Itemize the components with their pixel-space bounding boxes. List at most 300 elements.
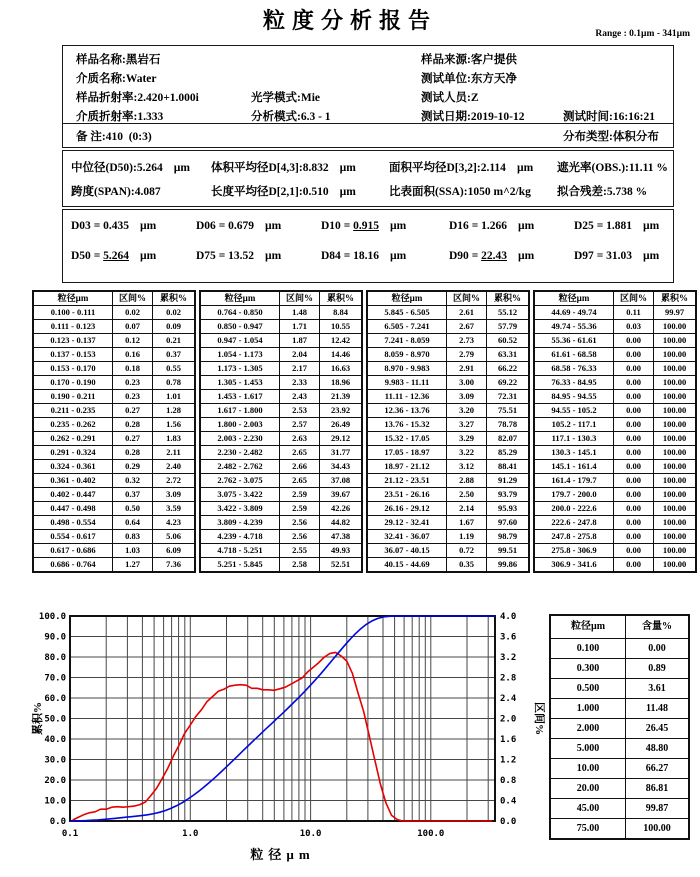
cumulative-pct-cell: 0.37 [153, 348, 196, 362]
table-header-row [534, 291, 696, 306]
interval-pct-cell: 0.02 [113, 306, 153, 320]
table-row [200, 474, 362, 488]
metric-5 [71, 183, 161, 199]
interval-pct-cell: 2.33 [280, 376, 320, 390]
table-row [534, 376, 696, 390]
info-test-date [421, 108, 525, 124]
info-analysis-mode [251, 108, 331, 124]
metric-1 [71, 159, 190, 175]
table-row [534, 516, 696, 530]
info-label: 备 注 : [76, 131, 106, 143]
dvalue-unit: µm [390, 220, 407, 232]
size-range-cell: 0.617 - 0.686 [33, 544, 113, 558]
size-range-cell: 76.33 - 84.95 [534, 376, 614, 390]
column-header: 累积% [320, 291, 363, 306]
table-row [367, 488, 529, 502]
interval-pct-cell: 3.09 [447, 390, 487, 404]
size-range-cell: 0.361 - 0.402 [33, 474, 113, 488]
cumulative-pct-cell: 47.38 [320, 530, 363, 544]
size-range-cell: 4.718 - 5.251 [200, 544, 280, 558]
size-range-cell: 1.800 - 2.003 [200, 418, 280, 432]
info-label: 测试单位 : [421, 73, 471, 85]
cumulative-pct-cell: 99.86 [487, 558, 530, 573]
interval-pct-cell: 0.35 [447, 558, 487, 573]
cumulative-pct-cell: 34.43 [320, 460, 363, 474]
interval-pct-cell: 0.12 [113, 334, 153, 348]
distribution-table-group-4 [533, 290, 697, 573]
d-values-panel [62, 209, 674, 283]
interval-pct-cell: 0.16 [113, 348, 153, 362]
info-value: 410 (0:3) [105, 131, 152, 143]
cumulative-pct-cell: 91.29 [487, 474, 530, 488]
table-row [33, 488, 195, 502]
content-summary-table [549, 614, 690, 840]
table-row [33, 362, 195, 376]
size-range-cell: 94.55 - 105.2 [534, 404, 614, 418]
size-cell: 0.100 [550, 639, 626, 659]
cumulative-pct-cell: 100.00 [654, 516, 697, 530]
table-row [33, 306, 195, 320]
cumulative-pct-cell: 12.42 [320, 334, 363, 348]
interval-pct-cell: 0.11 [614, 306, 654, 320]
size-range-cell: 275.8 - 306.9 [534, 544, 614, 558]
info-value: Mie [300, 92, 320, 104]
table-row [33, 390, 195, 404]
interval-pct-cell: 0.64 [113, 516, 153, 530]
table-row [534, 502, 696, 516]
y-left-tick-label: 30.0 [44, 755, 66, 766]
table-row [550, 799, 689, 819]
size-range-cell: 2.230 - 2.482 [200, 446, 280, 460]
interval-pct-cell: 0.72 [447, 544, 487, 558]
size-range-cell: 8.970 - 9.983 [367, 362, 447, 376]
interval-pct-cell: 0.00 [614, 362, 654, 376]
size-cell: 10.00 [550, 759, 626, 779]
interval-pct-cell: 0.28 [113, 418, 153, 432]
size-range-cell: 23.51 - 26.16 [367, 488, 447, 502]
size-range-cell: 0.137 - 0.153 [33, 348, 113, 362]
y-right-tick-label: 4.0 [500, 612, 517, 622]
content-pct-cell: 99.87 [626, 799, 690, 819]
dvalue-name: D50 = [71, 250, 103, 262]
x-tick-label: 100.0 [417, 829, 445, 839]
metric-7 [389, 183, 531, 199]
content-pct-cell: 11.48 [626, 699, 690, 719]
interval-pct-cell: 0.23 [113, 376, 153, 390]
table-row [200, 558, 362, 573]
table-row [367, 530, 529, 544]
cumulative-pct-cell: 69.22 [487, 376, 530, 390]
info-sample-name [76, 51, 160, 67]
content-pct-cell: 86.81 [626, 779, 690, 799]
interval-pct-cell: 0.28 [113, 446, 153, 460]
size-range-cell: 8.059 - 8.970 [367, 348, 447, 362]
size-range-cell: 2.003 - 2.230 [200, 432, 280, 446]
cumulative-pct-cell: 2.40 [153, 460, 196, 474]
size-range-cell: 306.9 - 341.6 [534, 558, 614, 573]
dvalue-unit: µm [518, 220, 535, 232]
y-left-tick-label: 70.0 [44, 673, 66, 684]
table-row [33, 334, 195, 348]
table-row [367, 390, 529, 404]
size-range-cell: 9.983 - 11.11 [367, 376, 447, 390]
y-left-tick-label: 90.0 [44, 632, 66, 643]
cumulative-pct-cell: 88.41 [487, 460, 530, 474]
table-row [534, 404, 696, 418]
metric-value: 5.264 [136, 162, 163, 174]
interval-pct-cell: 1.87 [280, 334, 320, 348]
table-row [534, 432, 696, 446]
interval-pct-cell: 2.59 [280, 488, 320, 502]
y-right-tick-label: 2.8 [500, 673, 517, 684]
size-range-cell: 222.6 - 247.8 [534, 516, 614, 530]
y-right-tick-label: 0.8 [500, 776, 517, 786]
info-test-time [563, 108, 655, 124]
info-label: 分析模式 : [251, 111, 301, 123]
interval-pct-cell: 3.12 [447, 460, 487, 474]
cumulative-pct-cell: 100.00 [654, 488, 697, 502]
table-row [367, 432, 529, 446]
table-row [534, 544, 696, 558]
metric-8 [557, 183, 647, 199]
size-range-cell: 130.3 - 145.1 [534, 446, 614, 460]
cumulative-pct-cell: 23.92 [320, 404, 363, 418]
table-row [367, 502, 529, 516]
table-row [534, 418, 696, 432]
cumulative-pct-cell: 100.00 [654, 558, 697, 573]
cumulative-pct-cell: 52.51 [320, 558, 363, 573]
content-pct-cell: 0.00 [626, 639, 690, 659]
cumulative-pct-cell: 82.07 [487, 432, 530, 446]
metric-label: 中位径(D50) : [71, 162, 137, 174]
table-row [33, 474, 195, 488]
table-row [200, 376, 362, 390]
cumulative-pct-cell: 0.09 [153, 320, 196, 334]
cumulative-pct-cell: 16.63 [320, 362, 363, 376]
cumulative-pct-cell: 100.00 [654, 446, 697, 460]
column-header: 粒径µm [550, 615, 626, 639]
interval-pct-cell: 2.17 [280, 362, 320, 376]
interval-pct-cell: 0.00 [614, 544, 654, 558]
metric-value: 0.510 [302, 186, 329, 198]
table-row [200, 390, 362, 404]
dvalue-d06 [196, 220, 281, 232]
interval-pct-cell: 2.55 [280, 544, 320, 558]
table-row [33, 432, 195, 446]
y-right-tick-label: 2.4 [500, 694, 517, 704]
cumulative-pct-cell: 31.77 [320, 446, 363, 460]
dvalue-d90 [449, 250, 534, 262]
table-row [33, 376, 195, 390]
info-label: 分布类型 : [563, 131, 613, 143]
info-label: 样品折射率 : [76, 92, 137, 104]
y-right-axis-label: 区间% [533, 702, 545, 735]
cumulative-pct-cell: 100.00 [654, 544, 697, 558]
cumulative-pct-cell: 99.97 [654, 306, 697, 320]
info-sample-ri [76, 89, 199, 105]
size-range-cell: 0.123 - 0.137 [33, 334, 113, 348]
table-row [367, 334, 529, 348]
interval-pct-cell: 2.79 [447, 348, 487, 362]
table-row [550, 679, 689, 699]
table-row [367, 446, 529, 460]
cumulative-pct-cell: 6.09 [153, 544, 196, 558]
table-row [367, 418, 529, 432]
size-range-cell: 0.498 - 0.554 [33, 516, 113, 530]
size-range-cell: 0.554 - 0.617 [33, 530, 113, 544]
size-range-cell: 0.850 - 0.947 [200, 320, 280, 334]
dvalue-d25 [574, 220, 659, 232]
size-cell: 2.000 [550, 719, 626, 739]
interval-pct-cell: 1.67 [447, 516, 487, 530]
content-pct-cell: 100.00 [626, 819, 690, 840]
table-row [200, 432, 362, 446]
size-range-cell: 0.111 - 0.123 [33, 320, 113, 334]
size-cell: 45.00 [550, 799, 626, 819]
size-range-cell: 2.482 - 2.762 [200, 460, 280, 474]
size-range-cell: 29.12 - 32.41 [367, 516, 447, 530]
interval-pct-cell: 0.00 [614, 530, 654, 544]
y-left-tick-label: 20.0 [44, 776, 66, 786]
size-range-cell: 3.809 - 4.239 [200, 516, 280, 530]
x-tick-label: 1.0 [182, 829, 199, 839]
dvalue-d16 [449, 220, 534, 232]
interval-pct-cell: 0.50 [113, 502, 153, 516]
report-title: 粒度分析报告 [262, 8, 437, 33]
cumulative-pct-cell: 100.00 [654, 348, 697, 362]
content-table [549, 614, 690, 840]
dvalue-d50 [71, 250, 156, 262]
dvalue-name: D84 = [321, 250, 353, 262]
column-header: 粒径µm [33, 291, 113, 306]
size-range-cell: 7.241 - 8.059 [367, 334, 447, 348]
size-range-cell: 40.15 - 44.69 [367, 558, 447, 573]
column-header: 粒径µm [534, 291, 614, 306]
size-cell: 1.000 [550, 699, 626, 719]
interval-pct-cell: 2.56 [280, 530, 320, 544]
size-range-cell: 26.16 - 29.12 [367, 502, 447, 516]
column-header: 累积% [153, 291, 196, 306]
table-row [200, 516, 362, 530]
cumulative-pct-cell: 78.78 [487, 418, 530, 432]
info-value: 16:16:21 [612, 111, 656, 123]
info-value: 客户提供 [470, 54, 517, 66]
table-row [200, 488, 362, 502]
interval-pct-cell: 2.58 [280, 558, 320, 573]
cumulative-pct-cell: 98.79 [487, 530, 530, 544]
x-axis-label: 粒径µm [250, 847, 315, 862]
metric-label: 遮光率(OBS.) : [557, 162, 629, 174]
dvalue-unit: µm [390, 250, 407, 262]
table-row [534, 306, 696, 320]
interval-pct-cell: 0.18 [113, 362, 153, 376]
table-header-row [200, 291, 362, 306]
dvalue-value: 22.43 [481, 250, 507, 262]
cumulative-pct-cell: 55.12 [487, 306, 530, 320]
info-medium-name [76, 70, 157, 86]
dvalue-d03 [71, 220, 156, 232]
interval-pct-cell: 0.00 [614, 418, 654, 432]
metric-value: 11.11 % [628, 162, 668, 174]
size-range-cell: 5.251 - 5.845 [200, 558, 280, 573]
dvalue-value: 1.266 [481, 220, 507, 232]
size-range-cell: 1.453 - 1.617 [200, 390, 280, 404]
cumulative-pct-cell: 100.00 [654, 530, 697, 544]
y-left-tick-label: 50.0 [44, 714, 66, 725]
size-range-cell: 32.41 - 36.07 [367, 530, 447, 544]
interval-pct-cell: 2.59 [280, 502, 320, 516]
x-tick-label: 10.0 [299, 829, 322, 839]
table-header-row [550, 615, 689, 639]
size-range-cell: 68.58 - 76.33 [534, 362, 614, 376]
cumulative-pct-cell: 29.12 [320, 432, 363, 446]
cumulative-pct-cell: 49.93 [320, 544, 363, 558]
info-test-org [421, 70, 517, 86]
interval-pct-cell: 0.29 [113, 460, 153, 474]
table-row [200, 334, 362, 348]
interval-pct-cell: 0.00 [614, 446, 654, 460]
interval-pct-cell: 2.91 [447, 362, 487, 376]
interval-pct-cell: 0.00 [614, 348, 654, 362]
cumulative-pct-cell: 1.56 [153, 418, 196, 432]
info-value: Water [125, 73, 157, 85]
y-left-tick-label: 60.0 [44, 694, 66, 704]
dvalue-unit: µm [140, 250, 157, 262]
cumulative-pct-cell: 1.28 [153, 404, 196, 418]
interval-pct-cell: 3.22 [447, 446, 487, 460]
size-range-cell: 0.402 - 0.447 [33, 488, 113, 502]
table-row [550, 739, 689, 759]
cumulative-pct-cell: 100.00 [654, 362, 697, 376]
size-range-cell: 6.505 - 7.241 [367, 320, 447, 334]
chart-svg [30, 606, 545, 872]
metric-label: 体积平均径D[4,3] : [211, 162, 303, 174]
interval-pct-cell: 0.83 [113, 530, 153, 544]
metric-2 [211, 159, 356, 175]
size-range-cell: 0.764 - 0.850 [200, 306, 280, 320]
dvalue-name: D10 = [321, 220, 353, 232]
cumulative-pct-cell: 2.11 [153, 446, 196, 460]
dvalue-unit: µm [643, 250, 660, 262]
column-header: 区间% [280, 291, 320, 306]
dvalue-d10 [321, 220, 406, 232]
dvalue-value: 0.679 [228, 220, 254, 232]
interval-pct-cell: 0.00 [614, 404, 654, 418]
interval-pct-cell: 0.00 [614, 432, 654, 446]
dvalue-unit: µm [518, 250, 535, 262]
table-row [33, 516, 195, 530]
size-range-cell: 18.97 - 21.12 [367, 460, 447, 474]
y-right-tick-label: 1.6 [500, 735, 517, 745]
cumulative-pct-cell: 100.00 [654, 418, 697, 432]
size-range-cell: 0.190 - 0.211 [33, 390, 113, 404]
table-row [550, 819, 689, 840]
info-label: 介质名称 : [76, 73, 126, 85]
table-row [33, 348, 195, 362]
y-left-tick-label: 40.0 [44, 735, 66, 745]
size-range-cell: 1.173 - 1.305 [200, 362, 280, 376]
metric-value: 4.087 [134, 186, 161, 198]
interval-pct-cell: 0.00 [614, 488, 654, 502]
dvalue-value: 0.435 [103, 220, 129, 232]
metric-unit: µm [516, 162, 534, 174]
y-right-tick-label: 0.0 [500, 817, 517, 827]
info-remark [76, 128, 152, 144]
cumulative-pct-cell: 8.84 [320, 306, 363, 320]
cumulative-pct-cell: 99.51 [487, 544, 530, 558]
interval-pct-cell: 2.43 [280, 390, 320, 404]
cumulative-pct-cell: 57.79 [487, 320, 530, 334]
distribution-table [32, 290, 697, 573]
cumulative-pct-cell: 3.09 [153, 488, 196, 502]
size-range-cell: 3.422 - 3.809 [200, 502, 280, 516]
interval-pct-cell: 1.19 [447, 530, 487, 544]
table-row [33, 418, 195, 432]
table-header-row [367, 291, 529, 306]
size-range-cell: 0.947 - 1.054 [200, 334, 280, 348]
size-range-cell: 12.36 - 13.76 [367, 404, 447, 418]
interval-pct-cell: 0.27 [113, 404, 153, 418]
interval-pct-cell: 0.37 [113, 488, 153, 502]
info-value: 黑岩石 [125, 54, 161, 66]
interval-pct-cell: 2.88 [447, 474, 487, 488]
table-row [33, 544, 195, 558]
interval-pct-cell: 0.00 [614, 516, 654, 530]
cumulative-pct-cell: 66.22 [487, 362, 530, 376]
size-range-cell: 0.211 - 0.235 [33, 404, 113, 418]
cumulative-pct-cell: 100.00 [654, 502, 697, 516]
size-range-cell: 13.76 - 15.32 [367, 418, 447, 432]
cumulative-pct-cell: 100.00 [654, 460, 697, 474]
table-row [367, 544, 529, 558]
size-cell: 0.500 [550, 679, 626, 699]
column-header: 区间% [113, 291, 153, 306]
cumulative-pct-cell: 0.02 [153, 306, 196, 320]
column-header: 区间% [447, 291, 487, 306]
dvalue-name: D90 = [449, 250, 481, 262]
table-row [367, 320, 529, 334]
size-range-cell: 0.324 - 0.361 [33, 460, 113, 474]
interval-pct-cell: 0.00 [614, 334, 654, 348]
size-range-cell: 11.11 - 12.36 [367, 390, 447, 404]
cumulative-pct-cell: 18.96 [320, 376, 363, 390]
table-row [534, 362, 696, 376]
size-range-cell: 1.054 - 1.173 [200, 348, 280, 362]
info-sample-source [421, 51, 517, 67]
table-row [550, 699, 689, 719]
cumulative-pct-cell: 100.00 [654, 474, 697, 488]
size-cell: 75.00 [550, 819, 626, 840]
dvalue-unit: µm [140, 220, 157, 232]
table-row [534, 474, 696, 488]
cumulative-pct-cell: 4.23 [153, 516, 196, 530]
content-pct-cell: 26.45 [626, 719, 690, 739]
interval-pct-cell: 0.00 [614, 474, 654, 488]
sample-info-panel [62, 45, 674, 148]
table-row [367, 362, 529, 376]
metric-label: 拟合残差 : [557, 186, 607, 198]
cumulative-pct-cell: 42.26 [320, 502, 363, 516]
interval-pct-cell: 2.57 [280, 418, 320, 432]
dvalue-name: D75 = [196, 250, 228, 262]
cumulative-pct-cell: 85.29 [487, 446, 530, 460]
table-row [200, 404, 362, 418]
size-range-cell: 0.100 - 0.111 [33, 306, 113, 320]
interval-pct-cell: 0.07 [113, 320, 153, 334]
cumulative-pct-cell: 26.49 [320, 418, 363, 432]
y-right-tick-label: 2.0 [500, 714, 517, 725]
table-row [367, 516, 529, 530]
